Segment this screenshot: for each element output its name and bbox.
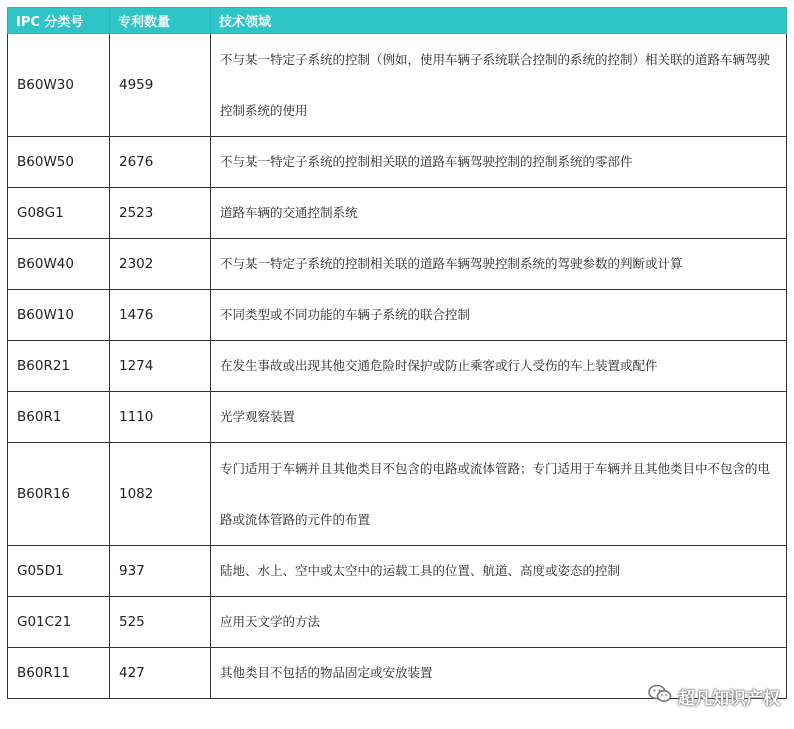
field-text: 不与某一特定子系统的控制（例如，使用车辆子系统联合控制的系统的控制）相关联的道路车辆驾驶控制系统的使用 (220, 52, 771, 118)
field-cell (211, 34, 787, 137)
table-row (8, 188, 787, 239)
table-row (8, 597, 787, 648)
table-row (8, 239, 787, 290)
count-cell: 2302 (110, 239, 211, 290)
field-cell: 在发生事故或出现其他交通危险时保护或防止乘客或行人受伤的车上装置或配件 (211, 341, 787, 392)
table-row (8, 392, 787, 443)
table-row (8, 341, 787, 392)
count-cell: 1274 (110, 341, 211, 392)
header-ipc-code: IPC 分类号 (8, 8, 110, 34)
ipc-code-cell: B60R1 (8, 392, 110, 443)
field-cell: 其他类目不包括的物品固定或安放装置 (211, 648, 787, 699)
field-cell: 光学观察装置 (211, 392, 787, 443)
field-cell (211, 443, 787, 546)
count-cell: 2676 (110, 137, 211, 188)
ipc-code-cell: B60W10 (8, 290, 110, 341)
count-cell: 1082 (110, 443, 211, 546)
field-cell: 道路车辆的交通控制系统 (211, 188, 787, 239)
ipc-code-cell: B60W50 (8, 137, 110, 188)
ipc-table (7, 7, 787, 699)
count-cell: 2523 (110, 188, 211, 239)
ipc-code-cell: G05D1 (8, 546, 110, 597)
count-cell: 1476 (110, 290, 211, 341)
ipc-code-cell: B60R21 (8, 341, 110, 392)
field-text: 专门适用于车辆并且其他类目不包含的电路或流体管路；专门适用于车辆并且其他类目中不包含的电路或流体管路的元件的布置 (220, 461, 771, 527)
table-header-row (8, 8, 787, 34)
table-row (8, 34, 787, 137)
field-cell: 陆地、水上、空中或太空中的运载工具的位置、航道、高度或姿态的控制 (211, 546, 787, 597)
header-patent-count: 专利数量 (110, 8, 211, 34)
field-cell: 不与某一特定子系统的控制相关联的道路车辆驾驶控制的控制系统的零部件 (211, 137, 787, 188)
field-cell: 应用天文学的方法 (211, 597, 787, 648)
count-cell: 937 (110, 546, 211, 597)
ipc-code-cell: G01C21 (8, 597, 110, 648)
ipc-code-cell: G08G1 (8, 188, 110, 239)
count-cell: 427 (110, 648, 211, 699)
table-row (8, 546, 787, 597)
header-tech-field: 技术领域 (211, 8, 787, 34)
watermark (648, 685, 780, 707)
ipc-code-cell: B60W30 (8, 34, 110, 137)
table-row (8, 290, 787, 341)
count-cell: 525 (110, 597, 211, 648)
count-cell: 4959 (110, 34, 211, 137)
count-cell: 1110 (110, 392, 211, 443)
wechat-icon (648, 684, 672, 709)
ipc-code-cell: B60R16 (8, 443, 110, 546)
ipc-code-cell: B60W40 (8, 239, 110, 290)
table-row (8, 443, 787, 546)
ipc-code-cell: B60R11 (8, 648, 110, 699)
field-cell: 不同类型或不同功能的车辆子系统的联合控制 (211, 290, 787, 341)
field-cell: 不与某一特定子系统的控制相关联的道路车辆驾驶控制系统的驾驶参数的判断或计算 (211, 239, 787, 290)
watermark-text: 超凡知识产权 (678, 688, 780, 709)
table-row (8, 137, 787, 188)
